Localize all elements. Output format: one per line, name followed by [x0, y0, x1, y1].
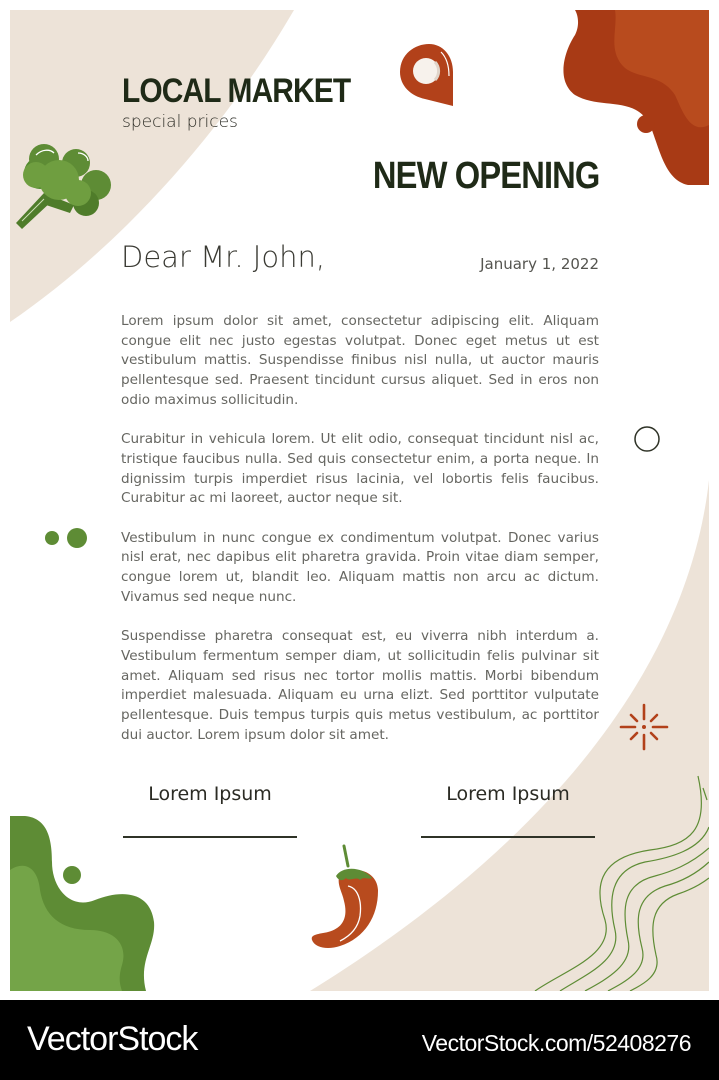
letter-greeting: Dear Mr. John,	[121, 240, 326, 274]
store-subtitle: special prices	[122, 112, 238, 132]
paragraph: Lorem ipsum dolor sit amet, consectetur adipiscing elit. Aliquam congue elit nec justo egestas volutpat. Donec eget metus ut est vestibulum mattis. Suspendisse finibus nisl nulla, ut auctor mauris pellentesque sed. Praesent tincidunt cursus aliquet. Sed in eros non odio maximus sollicitudin.	[121, 313, 599, 408]
watermark-brand: VectorStock	[27, 1020, 198, 1058]
letter-date: January 1, 2022	[480, 255, 599, 273]
signature-line-right	[421, 836, 595, 838]
signature-label-left: Lorem Ipsum	[148, 783, 272, 805]
signature-line-left	[123, 836, 297, 838]
location-pin-icon	[400, 44, 453, 106]
watermark-footer	[0, 1000, 719, 1080]
green-blob-bottom-left	[10, 816, 154, 991]
letter-body	[121, 312, 599, 765]
green-dots	[45, 528, 87, 548]
paragraph: Suspendisse pharetra consequat est, eu viverra nibh interdum a. Vestibulum fermentum semper diam, ut sollicitudin felis pulvinar sit amet. Aliquam sed risus nec tortor mollis mattis. Morbi bibendum imperdiet malesuada. Aliquam eu urna elizt. Sed porttitor vulputate pellentesque. Duis tempus turpis quis metus vestibulum, ac porttitor dui auctor. Lorem ipsum dolor sit amet.	[121, 628, 599, 743]
signature-label-right: Lorem Ipsum	[446, 783, 570, 805]
letterhead-page	[10, 10, 709, 991]
paragraph: Curabitur in vehicula lorem. Ut elit odio, consequat tincidunt nisl ac, tristique faucibus nulla. Sed quis consectetur enim, a porta neque. In dignissim turpis imperdiet risus lacinia, vel lobortis felis faucibus. Curabitur ac mi laoreet, auctor neque sit.	[121, 431, 599, 507]
chili-pepper-icon	[312, 846, 378, 948]
circle-outline-icon	[635, 427, 659, 451]
headline: NEW OPENING	[372, 155, 599, 197]
store-title: LOCAL MARKET	[122, 72, 351, 110]
paragraph: Vestibulum in nunc congue ex condimentum volutpat. Donec varius nisl erat, nec dapibus elit pharetra gravida. Proin vitae diam semper, congue lorem ut, blandit leo. Aliquam mattis non arcu ac dictum. Vivamus sed neque nunc.	[121, 529, 599, 605]
watermark-url: VectorStock.com/52408276	[421, 1030, 691, 1056]
